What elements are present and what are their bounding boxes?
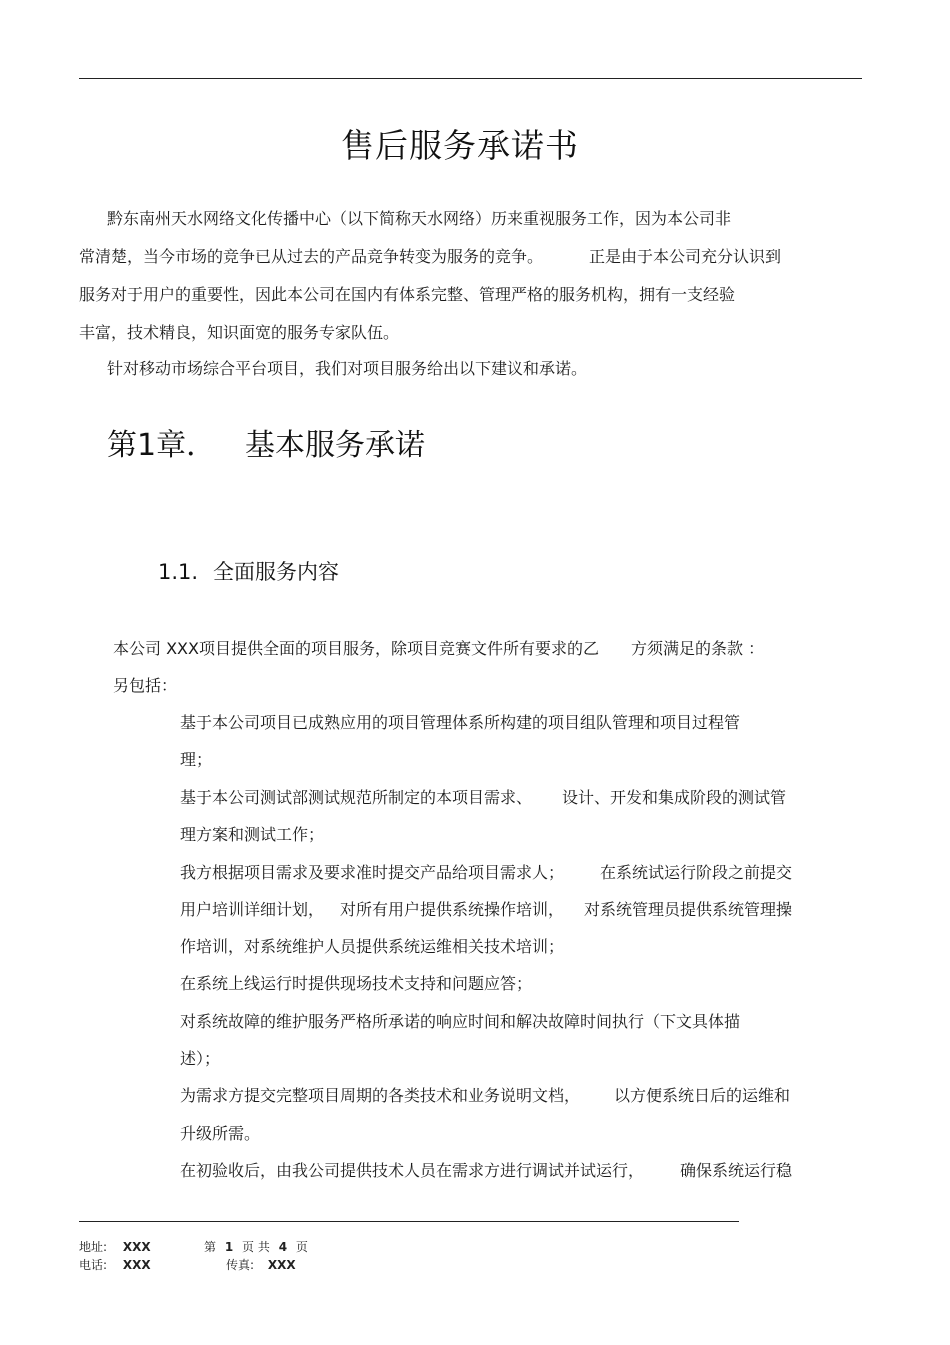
list-item: 在初验收后，由我公司提供技术人员在需求方进行调试并试运行， 确保系统运行稳 bbox=[180, 1161, 793, 1180]
footer-fax bbox=[226, 1256, 296, 1273]
list-item: 在系统上线运行时提供现场技术支持和问题应答； bbox=[180, 974, 533, 993]
intro-line-4: 丰富，技术精良，知识面宽的服务专家队伍。 bbox=[79, 323, 400, 342]
list-item: 我方根据项目需求及要求准时提交产品给项目需求人； 在系统试运行阶段之前提交 bbox=[180, 863, 793, 882]
intro-line-2: 常清楚，当今市场的竞争已从过去的产品竞争转变为服务的竞争。 正是由于本公司充分认识到 bbox=[79, 247, 782, 266]
intro-line-5: 针对移动市场综合平台项目，我们对项目服务给出以下建议和承诺。 bbox=[107, 359, 588, 378]
list-item: 基于本公司项目已成熟应用的项目管理体系所构建的项目组队管理和项目过程管 bbox=[180, 713, 741, 732]
list-item-continuation: 用户培训详细计划， 对所有用户提供系统操作培训， 对系统管理员提供系统管理操 bbox=[180, 900, 793, 919]
chapter-heading bbox=[107, 420, 425, 464]
list-item-continuation: 理； bbox=[180, 750, 213, 769]
list-item-continuation: 理方案和测试工作； bbox=[180, 825, 325, 844]
chapter-number: 第1章． bbox=[107, 428, 217, 463]
footer-rule bbox=[79, 1221, 739, 1222]
address-value: XXX bbox=[122, 1240, 151, 1254]
phone-value: XXX bbox=[122, 1258, 151, 1272]
footer-phone bbox=[79, 1256, 151, 1273]
list-item: 基于本公司测试部测试规范所制定的本项目需求、 设计、开发和集成阶段的测试管 bbox=[180, 788, 787, 807]
section-heading bbox=[158, 556, 339, 586]
document-title: 售后服务承诺书 bbox=[341, 126, 579, 165]
list-item: 为需求方提交完整项目周期的各类技术和业务说明文档， 以方便系统日后的运维和 bbox=[180, 1086, 791, 1105]
page-number: 第 1 页 共 4 页 bbox=[204, 1240, 308, 1254]
header-rule bbox=[79, 78, 862, 79]
intro-line-1: 黔东南州天水网络文化传播中心（以下简称天水网络）历来重视服务工作，因为本公司非 bbox=[107, 209, 732, 228]
address-label: 地址: bbox=[79, 1240, 108, 1254]
chapter-title: 基本服务承诺 bbox=[245, 428, 425, 463]
list-item-continuation: 作培训，对系统维护人员提供系统运维相关技术培训； bbox=[180, 937, 565, 956]
footer-address bbox=[79, 1238, 151, 1255]
intro-line-3: 服务对于用户的重要性，因此本公司在国内有体系完整、管理严格的服务机构，拥有一支经验 bbox=[79, 285, 736, 304]
section-title: 全面服务内容 bbox=[213, 560, 339, 584]
fax-label: 传真: bbox=[226, 1258, 255, 1272]
list-item-continuation: 述）； bbox=[180, 1049, 221, 1068]
section-body-line-1: 本公司 XXX项目提供全面的项目服务，除项目竞赛文件所有要求的乙 方须满足的条款 ： bbox=[113, 639, 765, 658]
list-item-continuation: 升级所需。 bbox=[180, 1124, 261, 1143]
section-body-line-2: 另包括： bbox=[113, 676, 178, 695]
list-item: 对系统故障的维护服务严格所承诺的响应时间和解决故障时间执行（下文具体描 bbox=[180, 1012, 741, 1031]
fax-value: XXX bbox=[267, 1258, 296, 1272]
section-number: 1.1. bbox=[158, 560, 199, 584]
phone-label: 电话: bbox=[79, 1258, 108, 1272]
